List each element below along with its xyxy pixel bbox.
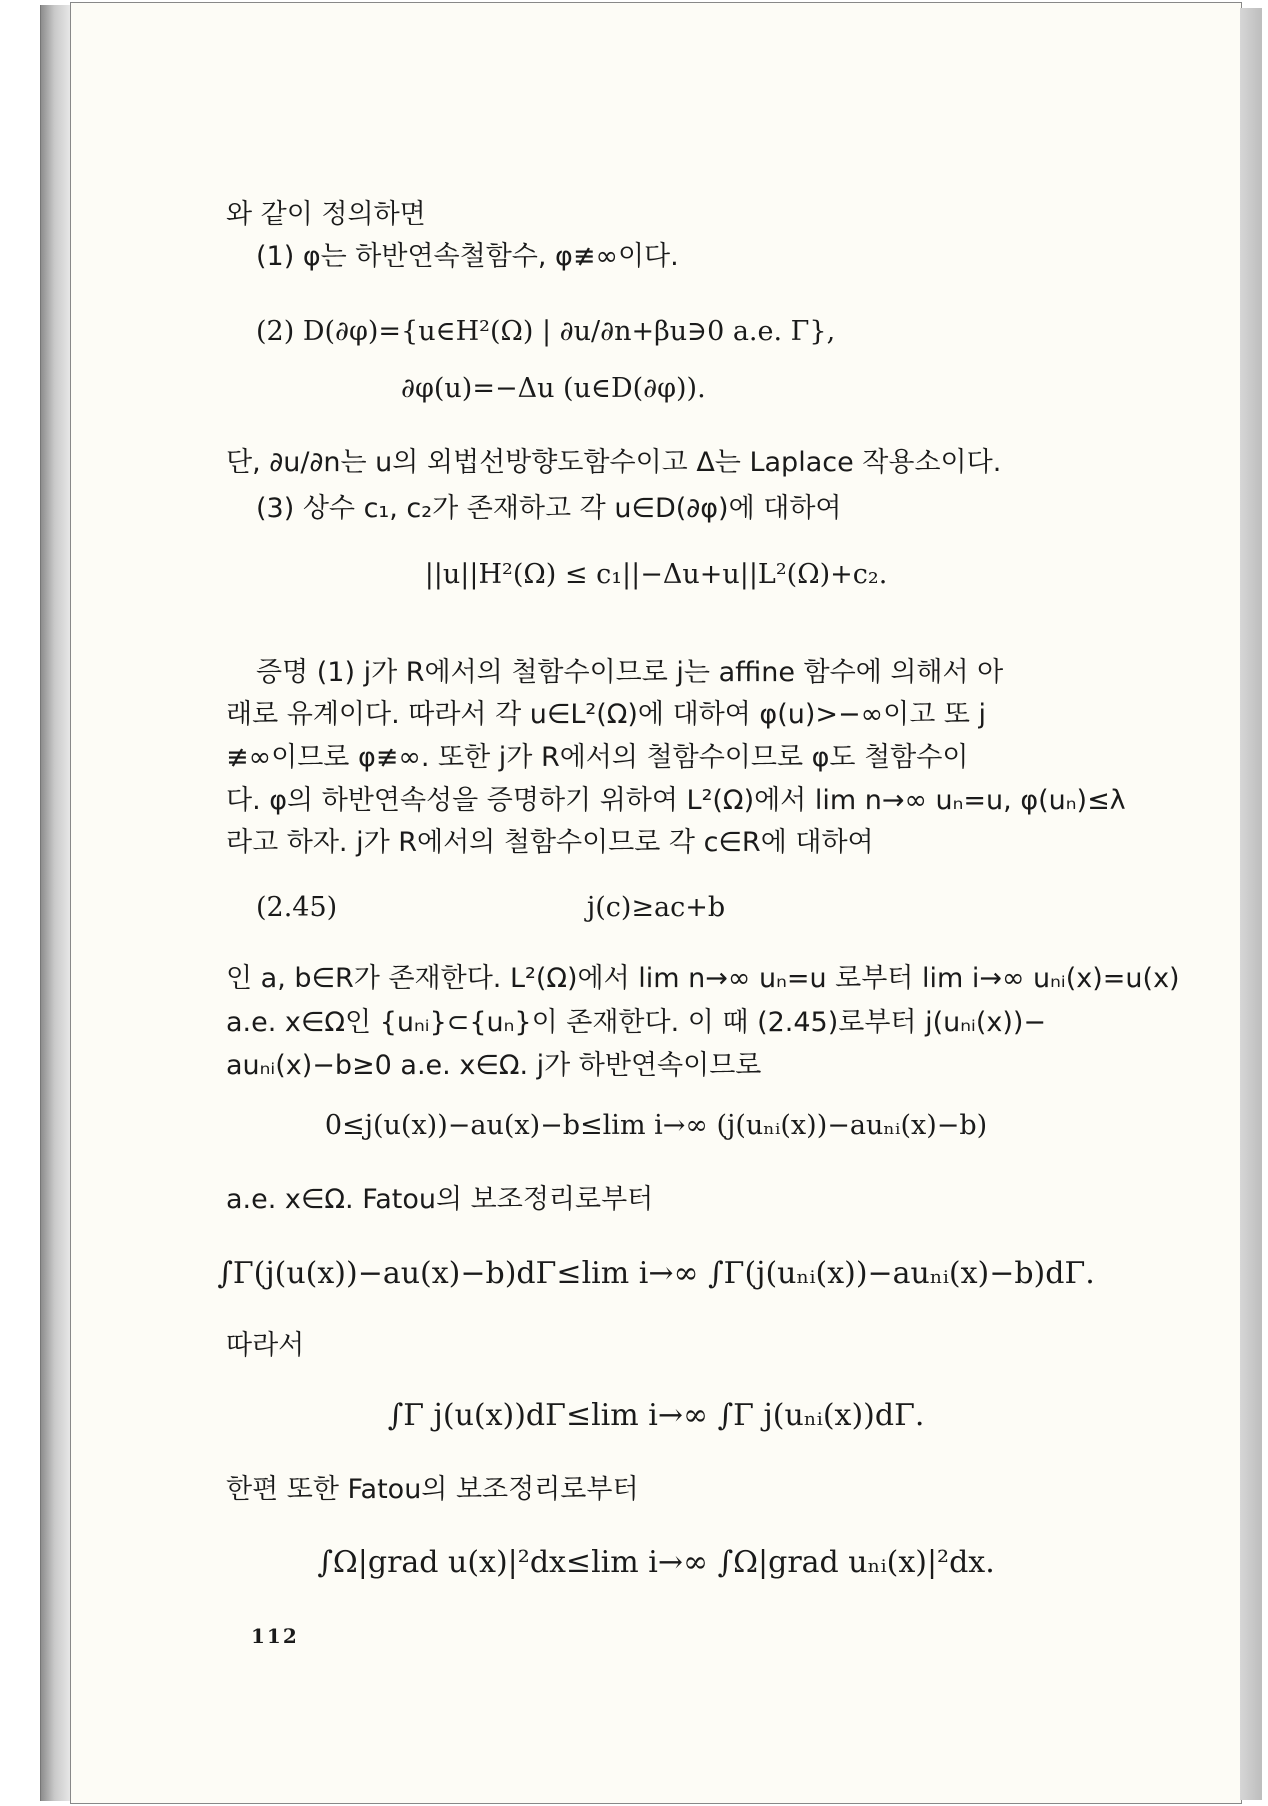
- equation: ∫Γ j(u(x))dΓ≤lim i→∞ ∫Γ j(uₙᵢ(x))dΓ.: [387, 1398, 925, 1433]
- text-line: 증명 (1) j가 R에서의 철함수이므로 j는 affine 함수에 의해서 아: [256, 657, 1004, 688]
- text-line: (1) φ는 하반연속철함수, φ≢∞이다.: [256, 241, 679, 272]
- text-line: 래로 유계이다. 따라서 각 u∈L²(Ω)에 대하여 φ(u)>−∞이고 또 j: [226, 699, 987, 730]
- text-line: 따라서: [226, 1330, 305, 1361]
- book-page: [70, 2, 1242, 1804]
- text-line: 다. φ의 하반연속성을 증명하기 위하여 L²(Ω)에서 lim n→∞ uₙ=u, φ(uₙ)≤λ: [226, 785, 1126, 816]
- page-edge: [1240, 8, 1262, 1800]
- text-line: a.e. x∈Ω인 {uₙᵢ}⊂{uₙ}이 존재한다. 이 때 (2.45)로부터 j(uₙᵢ(x))−: [226, 1007, 1047, 1038]
- text-line: 한편 또한 Fatou의 보조정리로부터: [226, 1474, 639, 1505]
- equation: ∫Γ(j(u(x))−au(x)−b)dΓ≤lim i→∞ ∫Γ(j(uₙᵢ(x))−auₙᵢ(x)−b)dΓ.: [217, 1256, 1095, 1291]
- text-line: 와 같이 정의하면: [226, 199, 426, 230]
- equation: 0≤j(u(x))−au(x)−b≤lim i→∞ (j(uₙᵢ(x))−auₙᵢ(x)−b): [324, 1110, 988, 1141]
- text-line: 라고 하자. j가 R에서의 철함수이므로 각 c∈R에 대하여: [226, 827, 874, 858]
- text-line: auₙᵢ(x)−b≥0 a.e. x∈Ω. j가 하반연속이므로: [226, 1050, 762, 1081]
- book-spine: [40, 5, 71, 1801]
- text-line: (3) 상수 c₁, c₂가 존재하고 각 u∈D(∂φ)에 대하여: [256, 493, 842, 524]
- page-number: 112: [251, 1624, 299, 1648]
- equation: ∫Ω|grad u(x)|²dx≤lim i→∞ ∫Ω|grad uₙᵢ(x)|²dx.: [317, 1545, 995, 1580]
- equation: j(c)≥ac+b: [586, 892, 726, 923]
- equation: ||u||H²(Ω) ≤ c₁||−Δu+u||L²(Ω)+c₂.: [424, 559, 888, 590]
- text-line: a.e. x∈Ω. Fatou의 보조정리로부터: [226, 1184, 654, 1215]
- equation-label: (2.45): [256, 892, 338, 923]
- equation: (2) D(∂φ)={u∈H²(Ω) | ∂u/∂n+βu∋0 a.e. Γ},: [256, 316, 836, 347]
- text-line: 인 a, b∈R가 존재한다. L²(Ω)에서 lim n→∞ uₙ=u 로부터 lim i→∞ uₙᵢ(x)=u(x): [226, 963, 1180, 994]
- equation: ∂φ(u)=−Δu (u∈D(∂φ)).: [401, 373, 706, 404]
- text-line: ≢∞이므로 φ≢∞. 또한 j가 R에서의 철함수이므로 φ도 철함수이: [226, 742, 969, 773]
- text-line: 단, ∂u/∂n는 u의 외법선방향도함수이고 Δ는 Laplace 작용소이다.: [226, 447, 1002, 478]
